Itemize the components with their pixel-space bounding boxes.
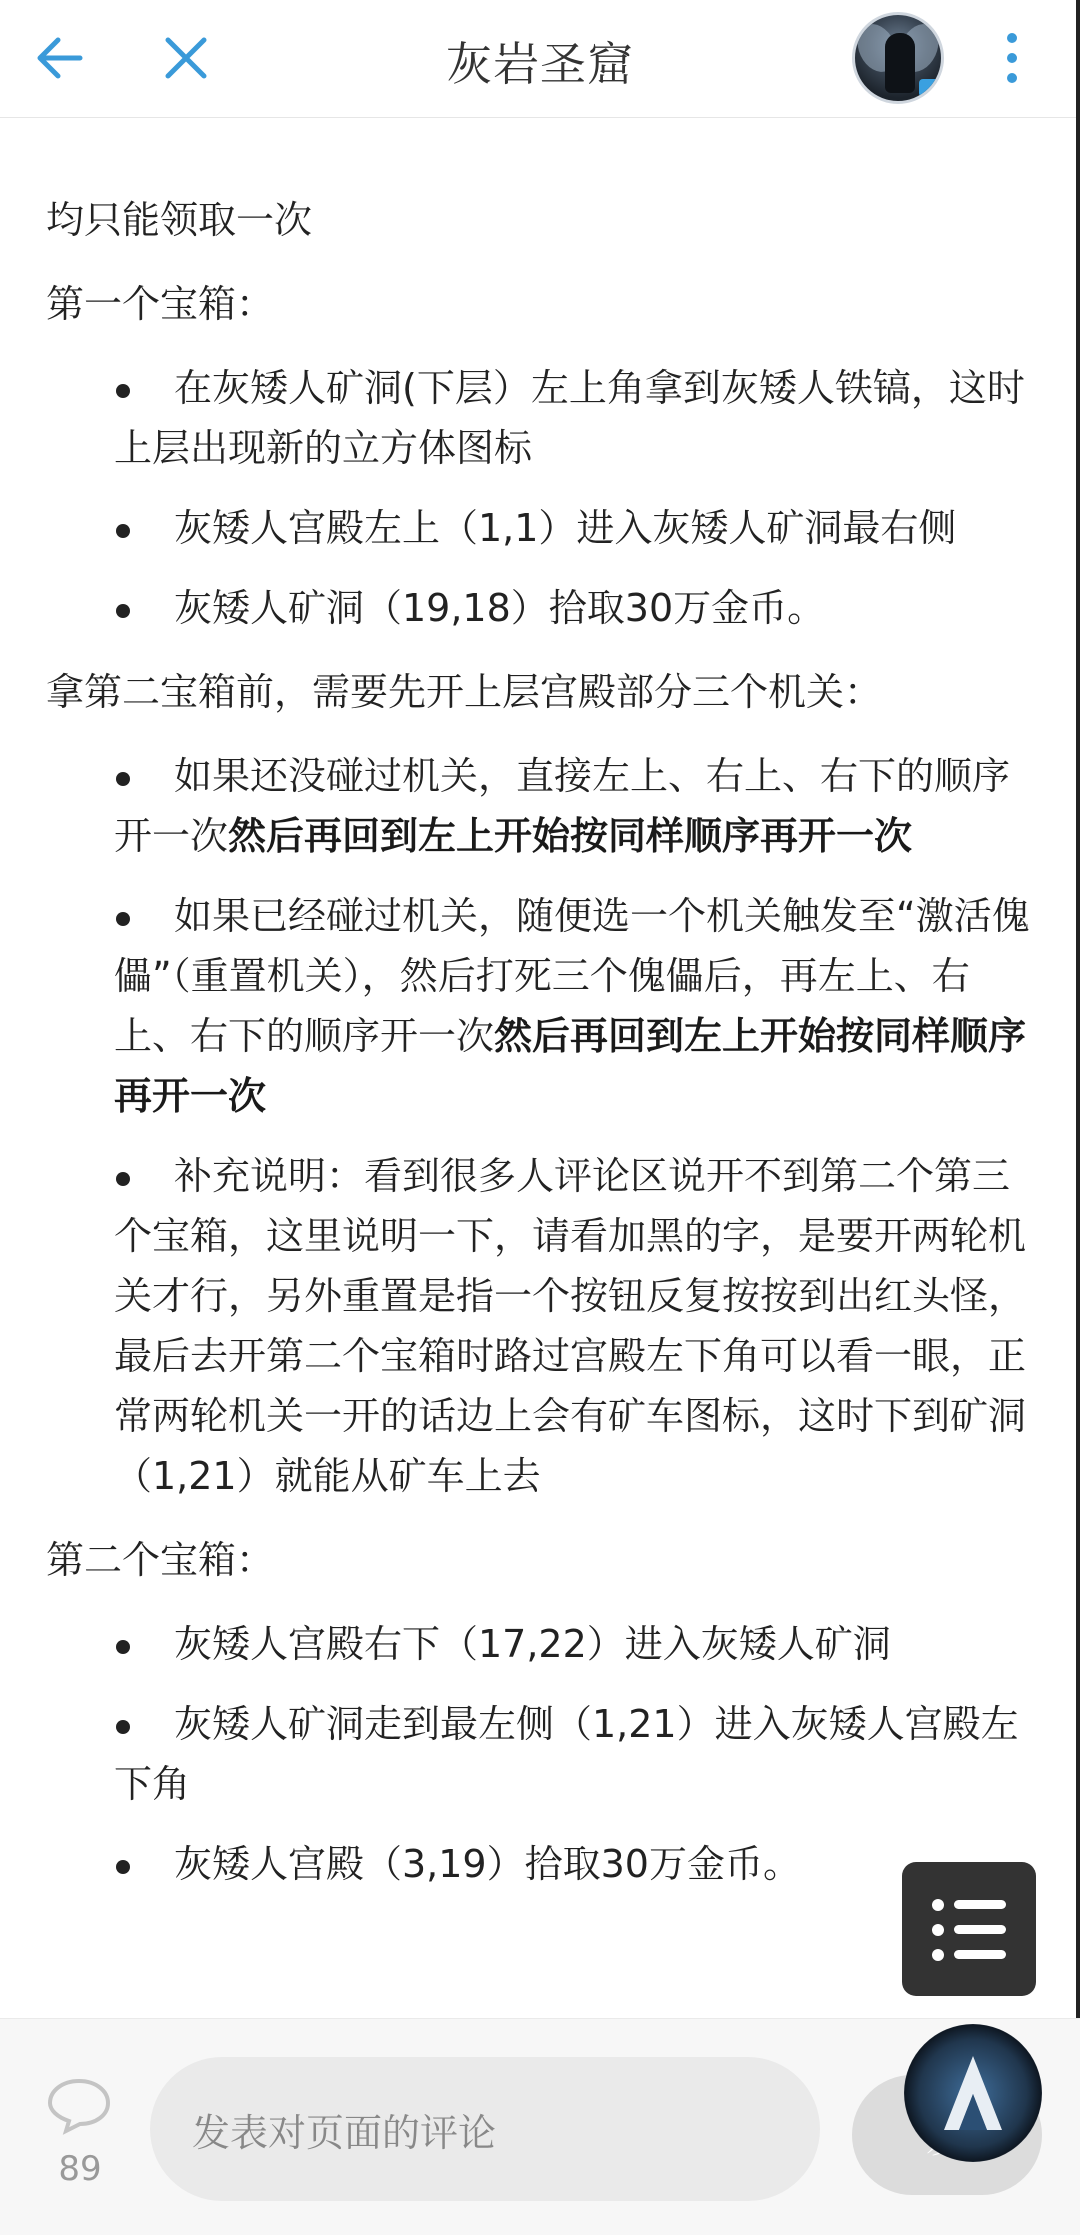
bullet-icon bbox=[116, 604, 130, 618]
comment-count: 89 bbox=[58, 2149, 102, 2189]
comment-input[interactable]: 发表对页面的评论 bbox=[150, 2057, 820, 2201]
list-item: 灰矮人宫殿左上（1,1）进入灰矮人矿洞最右侧 bbox=[114, 498, 1036, 558]
list-item: 如果还没碰过机关，直接左上、右上、右下的顺序开一次然后再回到左上开始按同样顺序再开一次 bbox=[114, 754, 1011, 858]
game-emblem[interactable] bbox=[904, 2024, 1042, 2162]
bullet-icon bbox=[116, 1172, 130, 1186]
list-item: 灰矮人矿洞（19,18）拾取30万金币。 bbox=[114, 578, 1036, 638]
bullet-icon bbox=[116, 772, 130, 786]
bullet-icon bbox=[116, 524, 130, 538]
avatar[interactable] bbox=[852, 12, 944, 104]
bullet-icon bbox=[116, 1640, 130, 1654]
mechanism-list bbox=[46, 746, 1036, 1506]
speech-bubble-icon bbox=[44, 2075, 114, 2135]
comment-button[interactable] bbox=[44, 2075, 114, 2135]
second-chest-heading: 第二个宝箱： bbox=[46, 1538, 275, 1582]
list-item: 在灰矮人矿洞(下层）左上角拿到灰矮人铁镐，这时上层出现新的立方体图标 bbox=[114, 366, 1025, 470]
list-item: 灰矮人宫殿右下（17,22）进入灰矮人矿洞 bbox=[114, 1614, 1036, 1674]
table-of-contents-button[interactable] bbox=[902, 1862, 1036, 1996]
scrollbar[interactable] bbox=[1076, 0, 1080, 2234]
article-body bbox=[46, 190, 1036, 1918]
bullet-icon bbox=[116, 384, 130, 398]
list-item: 如果已经碰过机关，随便选一个机关触发至“激活傀儡”（重置机关），然后打死三个傀儡后，再左上、右上、右下的顺序开一次然后再回到左上开始按同样顺序再开一次 bbox=[114, 894, 1030, 1118]
second-chest-list bbox=[46, 1614, 1036, 1894]
more-vertical-icon bbox=[1002, 30, 1022, 86]
page-title: 灰岩圣窟 bbox=[446, 37, 634, 91]
first-chest-heading: 第一个宝箱： bbox=[46, 282, 275, 326]
more-button[interactable] bbox=[976, 22, 1048, 94]
bullet-icon bbox=[116, 1720, 130, 1734]
bullet-icon bbox=[116, 912, 130, 926]
bullet-icon bbox=[116, 1860, 130, 1874]
top-bar bbox=[0, 0, 1080, 118]
list-item: 灰矮人宫殿（3,19）拾取30万金币。 bbox=[114, 1834, 1036, 1894]
first-chest-list bbox=[46, 358, 1036, 638]
intro-text: 均只能领取一次 bbox=[46, 198, 313, 242]
list-item: 补充说明：看到很多人评论区说开不到第二个第三个宝箱，这里说明一下，请看加黑的字，是要开两轮机关才行，另外重置是指一个按钮反复按按到出红头怪，最后去开第二个宝箱时路过宫殿左下角可以看一眼，正常两轮机关一开的话边上会有矿车图标，这时下到矿洞（1,21）就能从矿车上去 bbox=[114, 1154, 1027, 1498]
emblem-logo-icon bbox=[942, 2054, 1004, 2132]
list-item: 灰矮人矿洞走到最左侧（1,21）进入灰矮人宫殿左下角 bbox=[114, 1702, 1019, 1806]
before-second-heading: 拿第二宝箱前，需要先开上层宫殿部分三个机关： bbox=[46, 670, 883, 714]
